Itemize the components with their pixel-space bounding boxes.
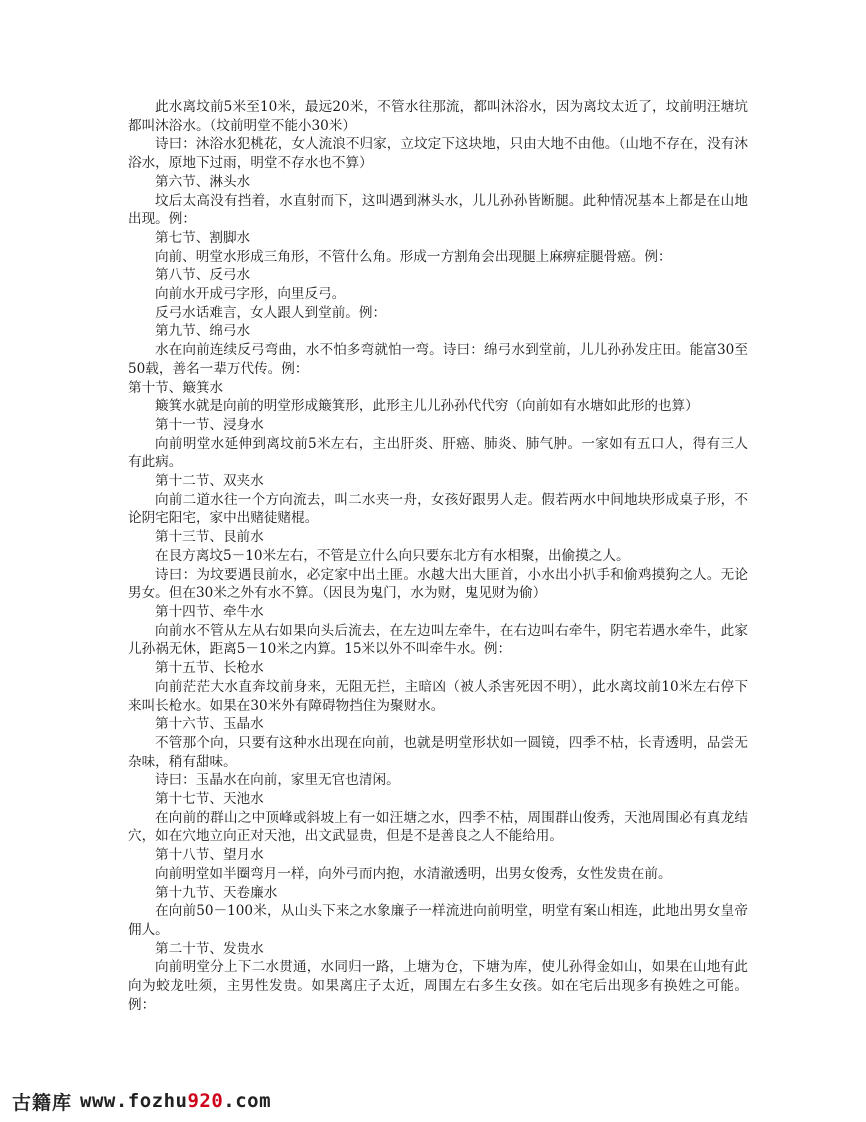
body-paragraph: 向前二道水往一个方向流去，叫二水夹一舟，女孩好跟男人走。假若两水中间地块形成桌子形，不论阴宅阳宅，家中出赌徒赌棍。 <box>128 491 748 527</box>
body-paragraph: 向前明堂水延伸到离坟前5米左右，主出肝炎、肝癌、肺炎、肺气肿。一家如有五口人，得有三人有此病。 <box>128 435 748 471</box>
body-paragraph: 诗曰：玉晶水在向前，家里无官也清闲。 <box>155 772 400 789</box>
body-paragraph: 向前茫茫大水直奔坟前身来，无阻无拦，主暗凶（被人杀害死因不明），此水离坟前10米左右停下来叫长枪水。如果在30米外有障碍物挡住为聚财水。 <box>128 678 748 714</box>
body-paragraph: 此水离坟前5米至10米，最远20米，不管水往那流，都叫沐浴水，因为离坟太近了，坟前明汪塘坑都叫沐浴水。（坟前明堂不能小30米） <box>128 99 748 134</box>
section-heading: 第十二节、双夹水 <box>155 473 264 490</box>
body-paragraph: 向前水开成弓字形，向里反弓。 <box>155 286 346 303</box>
section-heading: 第十一节、浸身水 <box>155 416 264 433</box>
watermark-url-accent: 920 <box>187 1090 224 1112</box>
section-heading: 第十九节、天卷廉水 <box>155 884 278 901</box>
body-paragraph: 水在向前连续反弓弯曲，水不怕多弯就怕一弯。诗曰：绵弓水到堂前，儿儿孙孙发庄田。能富30至50载，善名一辈万代传。例： <box>128 342 748 377</box>
section-heading: 第二十节、发贵水 <box>155 940 264 957</box>
section-heading: 第七节、割脚水 <box>155 229 251 246</box>
body-paragraph: 在向前50－100米，从山头下来之水象廉子一样流进向前明堂，明堂有案山相连，此地出男女皇帝佣人。 <box>128 903 748 938</box>
body-paragraph: 簸箕水就是向前的明堂形成簸箕形，此形主儿儿孙孙代代穷（向前如有水塘如此形的也算） <box>155 398 699 415</box>
body-paragraph: 在向前的群山之中顶峰或斜坡上有一如汪塘之水，四季不枯，周围群山俊秀，天池周围必有真龙结穴，如在穴地立向正对天池，出文武显贵，但是不是善良之人不能给用。 <box>128 809 748 845</box>
body-paragraph: 在艮方离坟5－10米左右，不管是立什么向只要东北方有水相聚，出偷摸之人。 <box>155 547 630 564</box>
body-paragraph: 向前水不管从左从右如果向头后流去，在左边叫左牵牛，在右边叫右牵牛，阴宅若遇水牵牛，此家儿孙祸无休，距离5－10米之内算。15米以外不叫牵牛水。例： <box>128 622 748 658</box>
watermark-brand: 古籍库 <box>12 1091 73 1114</box>
body-paragraph: 向前、明堂水形成三角形，不管什么角。形成一方割角会出现腿上麻痹症腿骨癌。例： <box>155 248 672 265</box>
section-heading: 第十八节、望月水 <box>155 847 264 864</box>
body-paragraph: 坟后太高没有挡着，水直射而下，这叫遇到淋头水，儿儿孙孙皆断腿。此种情况基本上都是在山地出现。例： <box>128 192 748 228</box>
watermark-url-suffix: .com <box>223 1090 272 1112</box>
body-paragraph: 诗曰：为坟要遇艮前水，必定家中出土匪。水越大出大匪首，小水出小扒手和偷鸡摸狗之人。无论男女。但在30米之外有水不算。（因艮为鬼门，水为财，鬼见财为偷） <box>128 566 748 602</box>
section-heading: 第十节、簸箕水 <box>128 379 224 396</box>
document-body <box>128 98 748 1014</box>
section-heading: 第八节、反弓水 <box>155 267 251 284</box>
section-heading: 第十五节、长枪水 <box>155 660 264 677</box>
section-heading: 第十三节、艮前水 <box>155 529 264 546</box>
body-paragraph: 诗曰：沐浴水犯桃花，女人流浪不归家，立坟定下这块地，只由大地不由他。（山地不存在，没有沐浴水，原地下过雨，明堂不存水也不算） <box>128 136 748 172</box>
section-heading: 第十六节、玉晶水 <box>155 716 264 733</box>
watermark-footer <box>12 1086 271 1116</box>
section-heading: 第十七节、天池水 <box>155 791 264 808</box>
body-paragraph: 反弓水话难言，女人跟人到堂前。例： <box>155 304 387 321</box>
body-paragraph: 不管那个向，只要有这种水出现在向前，也就是明堂形状如一圆镜，四季不枯，长青透明，品尝无杂味，稍有甜味。 <box>128 734 748 770</box>
body-paragraph: 向前明堂如半圈弯月一样，向外弓而内抱，水清澈透明，出男女俊秀，女性发贵在前。 <box>155 865 672 882</box>
section-heading: 第六节、淋头水 <box>155 173 251 190</box>
body-paragraph: 向前明堂分上下二水贯通，水同归一路，上塘为仓，下塘为库，使儿孙得金如山，如果在山地有此向为蛟龙吐须，主男性发贵。如果离庄子太近，周围左右多生女孩。如在宅后出现多有换姓之可能。例： <box>128 959 748 1013</box>
watermark-url <box>80 1090 271 1112</box>
watermark-url-prefix: www.fozhu <box>80 1090 188 1112</box>
section-heading: 第十四节、牵牛水 <box>155 603 264 620</box>
section-heading: 第九节、绵弓水 <box>155 323 251 340</box>
